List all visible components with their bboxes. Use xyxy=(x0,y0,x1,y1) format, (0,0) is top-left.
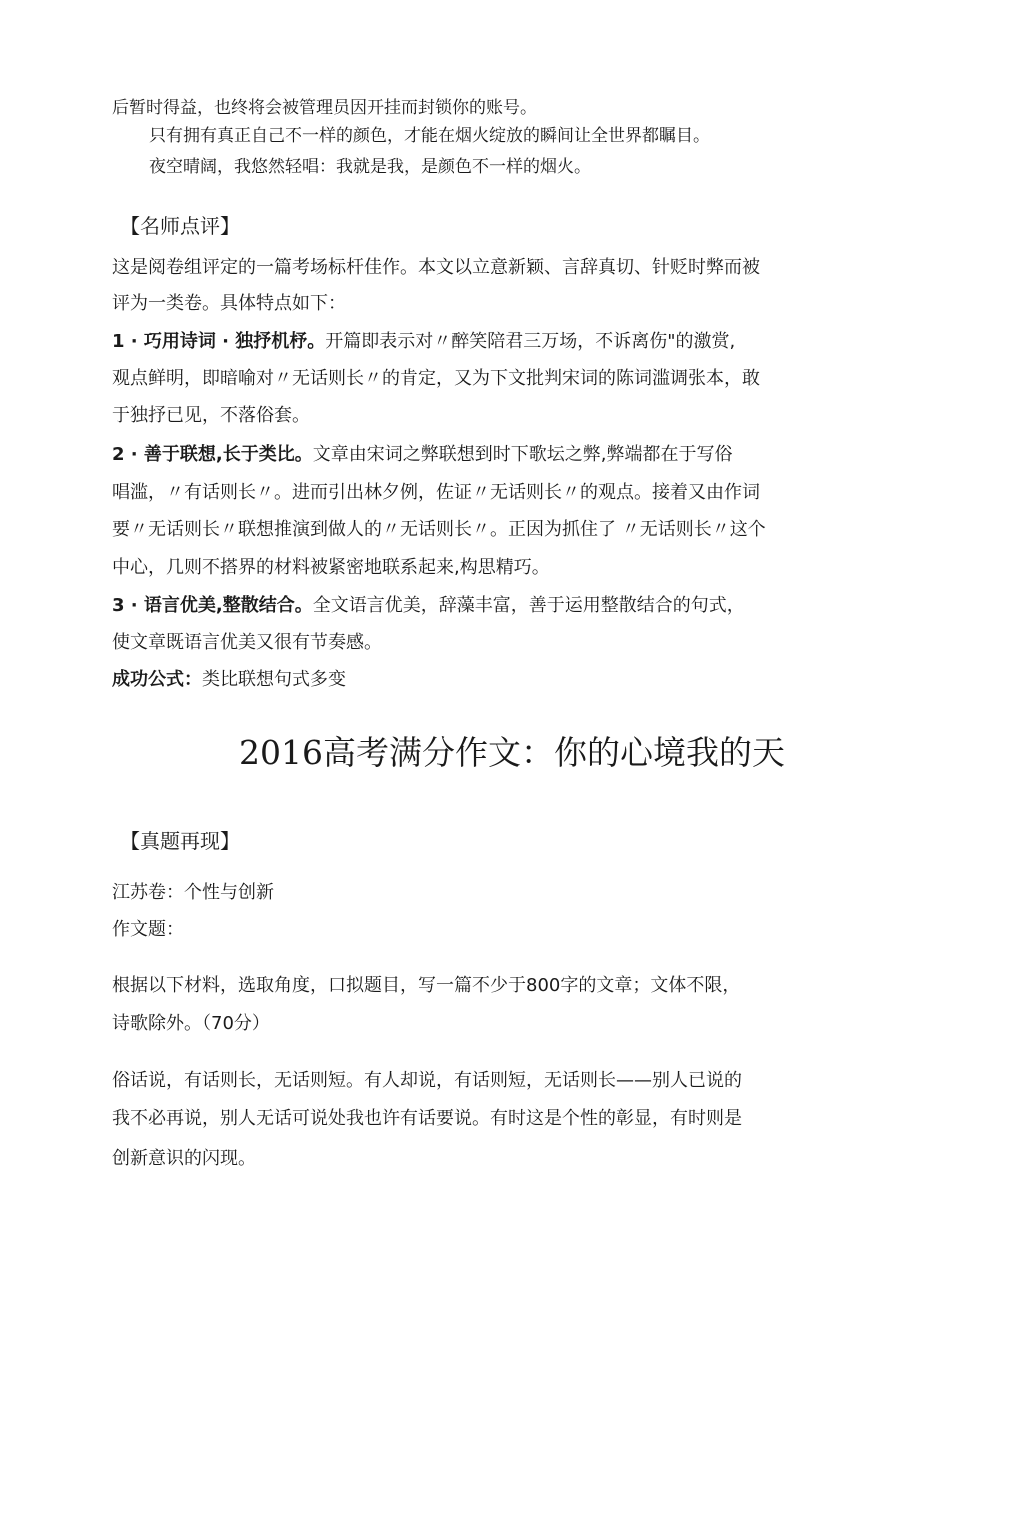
review-intro-line-1: 这是阅卷组评定的一篇考场标杆佳作。本文以立意新颖、言辞真切、针贬时弊而被 xyxy=(112,257,760,278)
point-1-text: 开篇即表示对〃醉笑陪君三万场，不诉离伤"的激赏, xyxy=(325,331,736,352)
review-intro-line-2: 评为一类卷。具体特点如下： xyxy=(112,293,346,314)
point-1-line-3: 于独抒已见，不落俗套。 xyxy=(112,405,310,426)
formula-text: 类比联想句式多变 xyxy=(202,669,346,690)
material-line-1: 俗话说，有话则长，无话则短。有人却说，有话则短，无话则长——别人已说的 xyxy=(112,1070,742,1091)
point-2-label: 2 · 善于联想,长于类比。 xyxy=(112,444,313,465)
point-2-line-2: 唱滥，〃有话则长〃。进而引出林夕例，佐证〃无话则长〃的观点。接着又由作词 xyxy=(112,482,760,503)
prompt-label: 作文题： xyxy=(112,919,184,940)
essay-end-line-2: 只有拥有真正自己不一样的颜色，才能在烟火绽放的瞬间让全世界都瞩目。 xyxy=(149,126,710,146)
exam-heading: 【真题再现】 xyxy=(120,829,240,853)
formula-label: 成功公式： xyxy=(112,669,202,690)
success-formula xyxy=(112,668,346,692)
point-3-line-2: 使文章既语言优美又很有节奏感。 xyxy=(112,632,382,653)
point-2-line-1 xyxy=(112,443,732,467)
material-line-2: 我不必再说，别人无话可说处我也许有话要说。有时这是个性的彰显，有时则是 xyxy=(112,1108,742,1129)
point-3-line-1 xyxy=(112,594,745,618)
point-3-label: 3 · 语言优美,整散结合。 xyxy=(112,595,313,616)
review-heading: 【名师点评】 xyxy=(120,214,240,238)
point-2-line-4: 中心，几则不搭界的材料被紧密地联系起来,构思精巧。 xyxy=(112,557,550,578)
instruction-line-2: 诗歌除外。（70分） xyxy=(112,1013,270,1034)
essay-end-line-1: 后暂时得益，也终将会被管理员因开挂而封锁你的账号。 xyxy=(112,98,537,118)
instruction-line-1: 根据以下材料，选取角度，口拟题目，写一篇不少于800字的文章；文体不限， xyxy=(112,975,741,996)
point-2-line-3: 要〃无话则长〃联想推演到做人的〃无话则长〃。正因为抓住了 〃无话则长〃这个 xyxy=(112,519,766,540)
material-line-3: 创新意识的闪现。 xyxy=(112,1148,256,1169)
point-1-line-2: 观点鲜明，即暗喻对〃无话则长〃的肯定，又为下文批判宋词的陈词滥调张本，敢 xyxy=(112,368,760,389)
point-3-text: 全文语言优美，辞藻丰富，善于运用整散结合的句式， xyxy=(312,595,745,616)
essay-title: 2016高考满分作文：你的心境我的天 xyxy=(239,733,785,772)
province-line: 江苏卷：个性与创新 xyxy=(112,882,274,903)
point-1-label: 1 · 巧用诗词 · 独抒机杼。 xyxy=(112,331,326,352)
essay-end-line-3: 夜空晴阔，我悠然轻唱：我就是我，是颜色不一样的烟火。 xyxy=(149,157,591,177)
point-2-text: 文章由宋词之弊联想到时下歌坛之弊,弊端都在于写俗 xyxy=(312,444,733,465)
point-1-line-1 xyxy=(112,330,735,354)
